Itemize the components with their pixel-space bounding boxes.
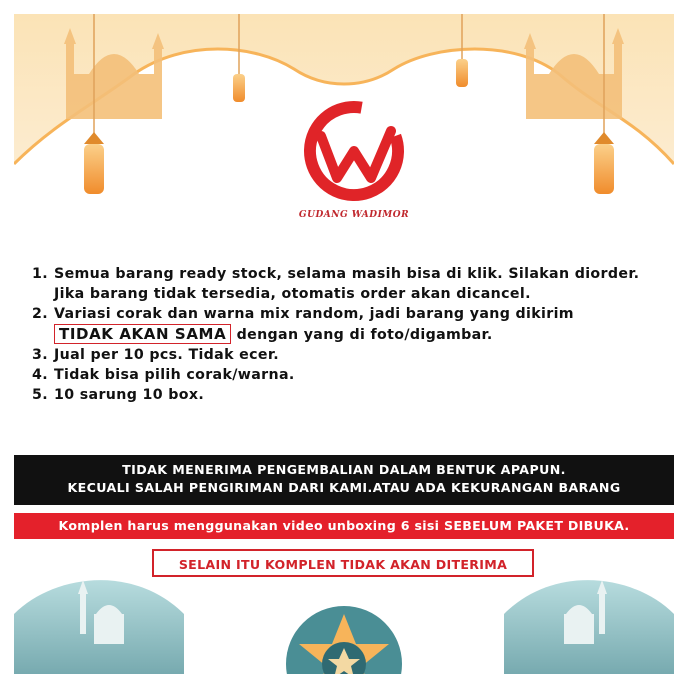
- return-policy-banner: [14, 455, 674, 505]
- rule-item: [32, 385, 672, 405]
- rule-item: [32, 345, 672, 365]
- brand-name: GUDANG WADIMOR: [298, 210, 410, 220]
- rule-number: 1.: [32, 266, 48, 282]
- highlight-box: TIDAK AKAN SAMA: [54, 324, 231, 344]
- rules-list: [32, 264, 672, 405]
- rule-number: 3.: [32, 347, 48, 363]
- rule-text: dengan yang di foto/digambar.: [236, 327, 493, 343]
- rule-text: Jual per 10 pcs. Tidak ecer.: [54, 347, 279, 363]
- rule-text: Variasi corak dan warna mix random, jadi barang yang dikirim: [54, 306, 574, 322]
- final-notice: SELAIN ITU KOMPLEN TIDAK AKAN DITERIMA: [152, 549, 534, 577]
- rule-item: [32, 304, 672, 345]
- rule-number: 5.: [32, 387, 48, 403]
- mandala-star-icon: [286, 606, 402, 674]
- rule-item: [32, 365, 672, 385]
- rule-number: 4.: [32, 367, 48, 383]
- rule-text: Semua barang ready stock, selama masih bisa di klik. Silakan diorder.: [54, 266, 640, 282]
- rule-item: [32, 264, 672, 304]
- banner-line: TIDAK MENERIMA PENGEMBALIAN DALAM BENTUK APAPUN.: [122, 462, 566, 477]
- complaint-banner: Komplen harus menggunakan video unboxing 6 sisi SEBELUM PAKET DIBUKA.: [14, 513, 674, 539]
- rule-text: 10 sarung 10 box.: [54, 387, 205, 403]
- rule-number: 2.: [32, 306, 48, 322]
- rule-text: Tidak bisa pilih corak/warna.: [54, 367, 295, 383]
- banner-line: KECUALI SALAH PENGIRIMAN DARI KAMI.ATAU ADA KEKURANGAN BARANG: [67, 480, 621, 495]
- logo-icon: [299, 96, 409, 206]
- rule-text: Jika barang tidak tersedia, otomatis order akan dicancel.: [54, 286, 531, 302]
- poster: [14, 14, 674, 674]
